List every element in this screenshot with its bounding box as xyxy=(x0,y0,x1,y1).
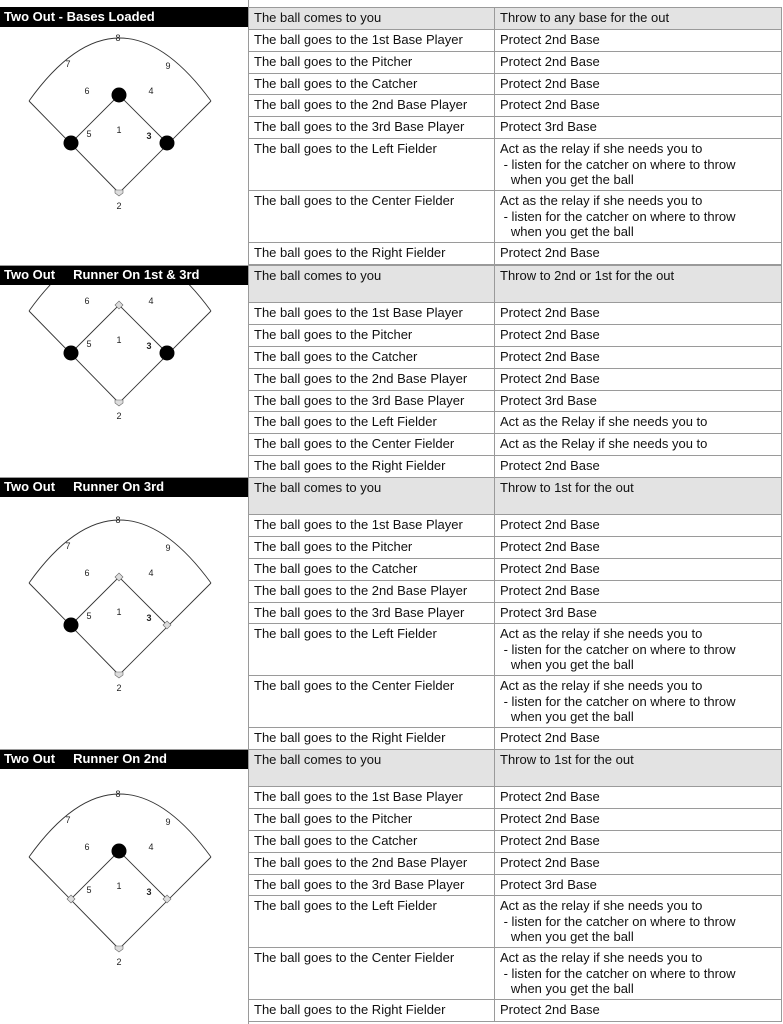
action-cell: Act as the relay if she needs you to - listen for the catcher on where to throw when you get the ball xyxy=(495,139,782,191)
infield-line xyxy=(71,305,167,353)
situation-cell: The ball goes to the 2nd Base Player xyxy=(249,369,495,391)
action-cell: Act as the Relay if she needs you to xyxy=(495,412,782,434)
section-left-panel xyxy=(0,7,248,27)
table-row xyxy=(249,896,782,948)
home-plate xyxy=(115,190,123,196)
runner-on-second xyxy=(112,88,127,103)
action-cell: Throw to any base for the out xyxy=(495,8,782,30)
position-number-9: 9 xyxy=(165,61,171,71)
action-cell: Throw to 2nd or 1st for the out xyxy=(495,266,782,303)
action-cell: Protect 2nd Base xyxy=(495,559,782,581)
left-foul-line xyxy=(29,857,122,949)
infield-line xyxy=(71,577,167,625)
table-row xyxy=(249,728,782,750)
situation-cell: The ball goes to the Center Fielder xyxy=(249,434,495,456)
field-diagram xyxy=(0,27,248,265)
header-row xyxy=(249,478,782,515)
position-number-2: 2 xyxy=(116,201,122,211)
action-cell: Protect 2nd Base xyxy=(495,74,782,95)
table-row xyxy=(249,369,782,391)
position-number-8: 8 xyxy=(115,33,121,43)
situation-cell: The ball goes to the Catcher xyxy=(249,74,495,95)
action-cell: Protect 2nd Base xyxy=(495,787,782,809)
table-row xyxy=(249,412,782,434)
table-row xyxy=(249,74,782,95)
position-number-9: 9 xyxy=(165,817,171,827)
table-row xyxy=(249,303,782,325)
situation-cell: The ball goes to the Left Fielder xyxy=(249,139,495,191)
position-number-3: 3 xyxy=(146,131,152,141)
action-cell: Act as the Relay if she needs you to xyxy=(495,434,782,456)
situation-cell: The ball goes to the Pitcher xyxy=(249,809,495,831)
position-number-6: 6 xyxy=(84,568,90,578)
situation-cell: The ball goes to the Catcher xyxy=(249,347,495,369)
table-row xyxy=(249,624,782,676)
action-cell: Protect 2nd Base xyxy=(495,325,782,347)
action-cell: Protect 2nd Base xyxy=(495,52,782,74)
situation-cell: The ball comes to you xyxy=(249,8,495,30)
table-row xyxy=(249,52,782,74)
position-number-1: 1 xyxy=(116,881,122,891)
situation-cell: The ball goes to the Center Fielder xyxy=(249,676,495,728)
section-divider xyxy=(0,265,248,266)
action-cell: Throw to 1st for the out xyxy=(495,478,782,515)
action-cell: Throw to 1st for the out xyxy=(495,750,782,787)
table-row xyxy=(249,948,782,1000)
situation-cell: The ball goes to the Right Fielder xyxy=(249,456,495,478)
section-label: Two Out Runner On 2nd xyxy=(0,749,248,769)
table-row xyxy=(249,325,782,347)
position-number-9: 9 xyxy=(165,543,171,553)
position-number-6: 6 xyxy=(84,86,90,96)
position-number-4: 4 xyxy=(148,842,154,852)
position-number-7: 7 xyxy=(65,541,71,551)
action-cell: Protect 2nd Base xyxy=(495,243,782,265)
position-number-8: 8 xyxy=(115,789,121,799)
position-number-3: 3 xyxy=(146,341,152,351)
table-row xyxy=(249,581,782,603)
position-number-4: 4 xyxy=(148,86,154,96)
action-cell: Protect 2nd Base xyxy=(495,853,782,875)
table-row xyxy=(249,117,782,139)
field-diagram xyxy=(0,497,248,747)
action-cell: Act as the relay if she needs you to - listen for the catcher on where to throw when you get the ball xyxy=(495,191,782,243)
runner-on-third xyxy=(64,346,79,361)
situation-cell: The ball goes to the 3rd Base Player xyxy=(249,117,495,139)
header-row xyxy=(249,8,782,30)
field-diagram xyxy=(0,285,248,475)
situation-cell: The ball goes to the Catcher xyxy=(249,559,495,581)
situation-cell: The ball goes to the Catcher xyxy=(249,831,495,853)
situation-cell: The ball goes to the 1st Base Player xyxy=(249,787,495,809)
action-cell: Protect 2nd Base xyxy=(495,1000,782,1022)
runner-on-first xyxy=(160,346,175,361)
position-number-5: 5 xyxy=(86,885,92,895)
softball-field-svg xyxy=(0,27,248,265)
position-number-3: 3 xyxy=(146,613,152,623)
table-row xyxy=(249,95,782,117)
position-number-7: 7 xyxy=(65,815,71,825)
runner-on-first xyxy=(160,136,175,151)
position-number-1: 1 xyxy=(116,607,122,617)
table-row xyxy=(249,853,782,875)
position-number-4: 4 xyxy=(148,296,154,306)
action-cell: Protect 2nd Base xyxy=(495,515,782,537)
action-cell: Act as the relay if she needs you to - listen for the catcher on where to throw when you get the ball xyxy=(495,676,782,728)
position-number-6: 6 xyxy=(84,296,90,306)
situation-table xyxy=(248,7,782,265)
situation-cell: The ball goes to the Left Fielder xyxy=(249,896,495,948)
position-number-5: 5 xyxy=(86,611,92,621)
situation-cell: The ball goes to the Right Fielder xyxy=(249,728,495,750)
table-row xyxy=(249,603,782,624)
home-plate xyxy=(115,946,123,952)
position-number-4: 4 xyxy=(148,568,154,578)
action-cell: Protect 2nd Base xyxy=(495,581,782,603)
situation-cell: The ball goes to the Left Fielder xyxy=(249,412,495,434)
action-cell: Protect 2nd Base xyxy=(495,456,782,478)
position-number-3: 3 xyxy=(146,887,152,897)
right-foul-line xyxy=(119,857,211,949)
field-diagram xyxy=(0,769,248,1021)
situation-cell: The ball goes to the 2nd Base Player xyxy=(249,95,495,117)
outfield-fence xyxy=(29,520,211,583)
situation-table xyxy=(248,477,782,750)
action-cell: Protect 3rd Base xyxy=(495,603,782,624)
section-label: Two Out Runner On 3rd xyxy=(0,477,248,497)
table-row xyxy=(249,1000,782,1022)
situation-cell: The ball goes to the 3rd Base Player xyxy=(249,875,495,896)
softball-field-svg xyxy=(0,769,248,1021)
softball-field-svg xyxy=(0,285,248,475)
action-cell: Protect 3rd Base xyxy=(495,391,782,412)
position-number-8: 8 xyxy=(115,515,121,525)
situation-cell: The ball comes to you xyxy=(249,478,495,515)
position-number-2: 2 xyxy=(116,683,122,693)
situation-cell: The ball comes to you xyxy=(249,266,495,303)
section-left-panel xyxy=(0,749,248,769)
situation-cell: The ball goes to the Left Fielder xyxy=(249,624,495,676)
table-row xyxy=(249,434,782,456)
section-divider xyxy=(0,749,248,750)
table-row xyxy=(249,787,782,809)
situation-cell: The ball goes to the 3rd Base Player xyxy=(249,603,495,624)
position-number-5: 5 xyxy=(86,339,92,349)
situation-cell: The ball goes to the Right Fielder xyxy=(249,1000,495,1022)
table-row xyxy=(249,537,782,559)
header-row xyxy=(249,266,782,303)
situation-cell: The ball goes to the 1st Base Player xyxy=(249,30,495,52)
table-row xyxy=(249,515,782,537)
position-number-1: 1 xyxy=(116,335,122,345)
table-row xyxy=(249,191,782,243)
situation-cell: The ball goes to the Pitcher xyxy=(249,325,495,347)
home-plate xyxy=(115,400,123,406)
situation-cell: The ball goes to the 1st Base Player xyxy=(249,303,495,325)
table-row xyxy=(249,875,782,896)
action-cell: Protect 2nd Base xyxy=(495,809,782,831)
section-divider xyxy=(0,477,248,478)
action-cell: Protect 2nd Base xyxy=(495,95,782,117)
action-cell: Protect 2nd Base xyxy=(495,30,782,52)
position-number-2: 2 xyxy=(116,411,122,421)
table-row xyxy=(249,676,782,728)
table-row xyxy=(249,809,782,831)
position-number-1: 1 xyxy=(116,125,122,135)
action-cell: Protect 2nd Base xyxy=(495,303,782,325)
table-row xyxy=(249,243,782,265)
table-row xyxy=(249,30,782,52)
home-plate xyxy=(115,672,123,678)
action-cell: Protect 2nd Base xyxy=(495,369,782,391)
position-number-6: 6 xyxy=(84,842,90,852)
action-cell: Protect 3rd Base xyxy=(495,875,782,896)
section-label: Two Out - Bases Loaded xyxy=(0,7,248,27)
action-cell: Protect 2nd Base xyxy=(495,537,782,559)
table-row xyxy=(249,347,782,369)
situation-cell: The ball goes to the Pitcher xyxy=(249,537,495,559)
right-foul-line xyxy=(119,583,211,675)
table-row xyxy=(249,456,782,478)
position-number-2: 2 xyxy=(116,957,122,967)
situation-table xyxy=(248,265,782,478)
action-cell: Act as the relay if she needs you to - listen for the catcher on where to throw when you get the ball xyxy=(495,624,782,676)
situation-cell: The ball goes to the 1st Base Player xyxy=(249,515,495,537)
situation-cell: The ball goes to the Pitcher xyxy=(249,52,495,74)
situation-cell: The ball goes to the Center Fielder xyxy=(249,948,495,1000)
runner-on-third xyxy=(64,618,79,633)
section-label: Two Out Runner On 1st & 3rd xyxy=(0,265,248,285)
position-number-7: 7 xyxy=(65,59,71,69)
runner-on-second xyxy=(112,844,127,859)
section-left-panel xyxy=(0,265,248,285)
header-row xyxy=(249,750,782,787)
table-row xyxy=(249,831,782,853)
situation-cell: The ball goes to the Center Fielder xyxy=(249,191,495,243)
runner-on-third xyxy=(64,136,79,151)
action-cell: Act as the relay if she needs you to - listen for the catcher on where to throw when you get the ball xyxy=(495,948,782,1000)
softball-field-svg xyxy=(0,497,248,747)
action-cell: Protect 2nd Base xyxy=(495,728,782,750)
action-cell: Protect 2nd Base xyxy=(495,347,782,369)
position-number-5: 5 xyxy=(86,129,92,139)
table-row xyxy=(249,559,782,581)
situation-cell: The ball goes to the 3rd Base Player xyxy=(249,391,495,412)
section-left-panel xyxy=(0,477,248,497)
situation-cell: The ball goes to the 2nd Base Player xyxy=(249,853,495,875)
action-cell: Protect 3rd Base xyxy=(495,117,782,139)
situation-cell: The ball comes to you xyxy=(249,750,495,787)
action-cell: Protect 2nd Base xyxy=(495,831,782,853)
table-row xyxy=(249,139,782,191)
table-row xyxy=(249,391,782,412)
situation-cell: The ball goes to the 2nd Base Player xyxy=(249,581,495,603)
situation-table xyxy=(248,749,782,1022)
action-cell: Act as the relay if she needs you to - listen for the catcher on where to throw when you get the ball xyxy=(495,896,782,948)
situation-cell: The ball goes to the Right Fielder xyxy=(249,243,495,265)
